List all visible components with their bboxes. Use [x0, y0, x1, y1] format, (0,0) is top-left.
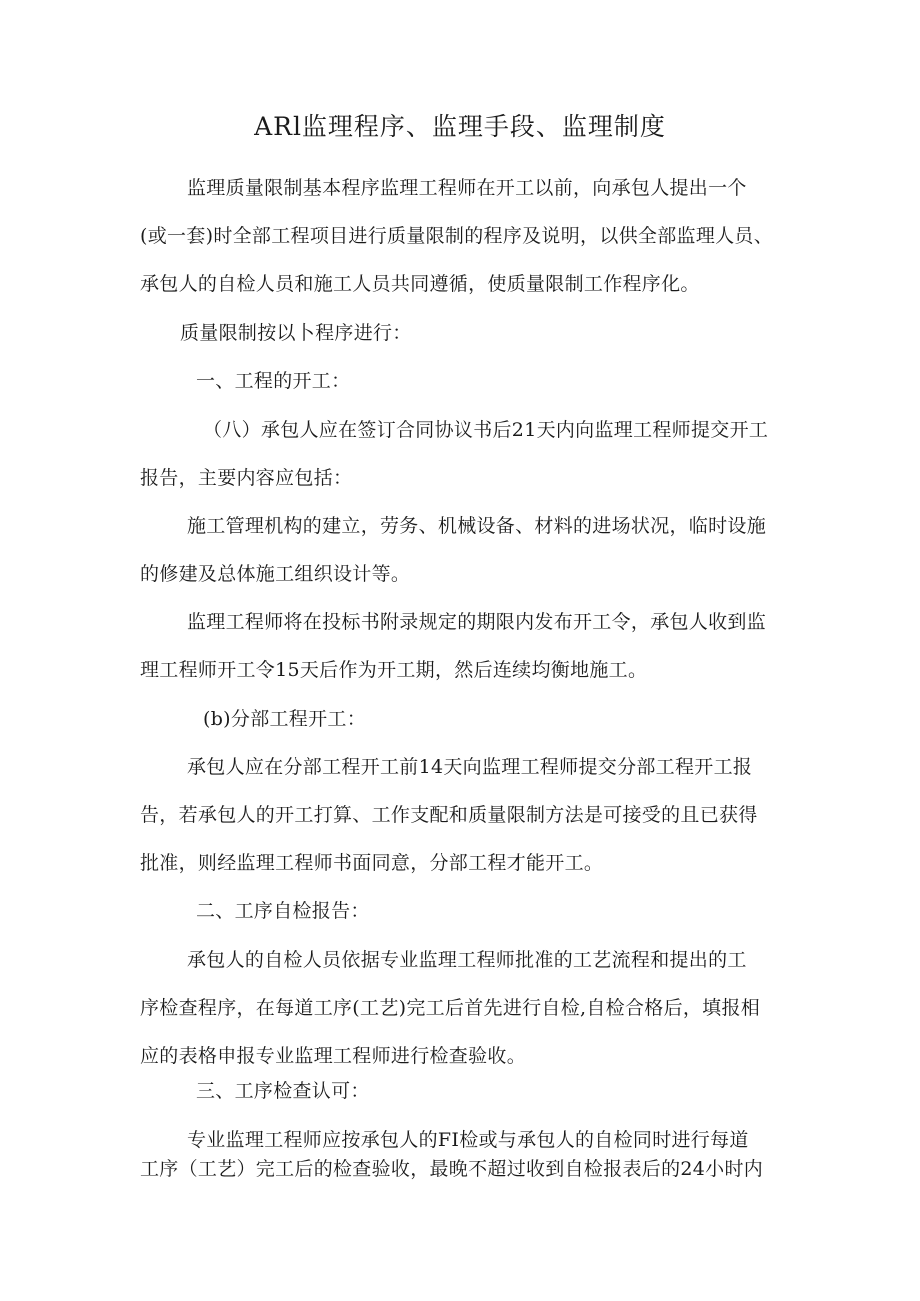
paragraph-line: 质量限制按以卜程序进行： — [180, 322, 412, 344]
paragraph-line: 报告，主要内容应包括： — [140, 467, 353, 489]
paragraph-line: 承包人应在分部工程开工前14天向监理工程师提交分部工程开工报 — [187, 756, 753, 778]
section-heading: 二、工序自检报告： — [196, 900, 370, 922]
paragraph-line: 施工管理机构的建立，劳务、机械设备、材料的进场状况，临时设施 — [187, 515, 767, 537]
paragraph-line: 理工程师开工令15天后作为开工期，然后连续均衡地施工。 — [140, 659, 648, 681]
paragraph-line: 承包人的自检人员依据专业监理工程师批准的工艺流程和提出的工 — [187, 949, 747, 971]
paragraph-line: 专业监理工程师应按承包人的FI检或与承包人的自检同时进行每道 — [187, 1129, 749, 1151]
paragraph-line: 告，若承包人的开工打算、工作支配和质量限制方法是可接受的且已获得 — [140, 804, 758, 826]
section-heading: 一、工程的开工： — [196, 370, 351, 392]
paragraph-line: 批准，则经监理工程师书面同意，分部工程才能开工。 — [140, 852, 604, 874]
paragraph-line: 应的表格申报专业监理工程师进行检查验收。 — [140, 1045, 527, 1067]
paragraph-line: 序检查程序，在每道工序(工艺)完工后首先进行自检,自检合格后，填报相 — [140, 997, 761, 1019]
section-heading: 三、工序检查认可： — [196, 1080, 370, 1102]
paragraph-line: 工序（工艺）完工后的检查验收，最晚不超过收到自检报表后的24小时内 — [140, 1158, 764, 1180]
paragraph-line: (b)分部工程开工： — [203, 708, 366, 730]
paragraph-line: 监理工程师将在投标书附录规定的期限内发布开工令，承包人收到监 — [187, 611, 767, 633]
paragraph-line: （八）承包人应在签订合同协议书后21天内向监理工程师提交开工 — [203, 419, 769, 441]
paragraph-line: 监理质量限制基本程序监理工程师在开工以前，向承包人提出一个 — [187, 177, 747, 199]
paragraph-line: 的修建及总体施工组织设计等。 — [140, 563, 411, 585]
paragraph-line: (或一套)时全部工程项目进行质量限制的程序及说明，以供全部监理人员、 — [140, 225, 774, 247]
document-title: ARl监理程序、监理手段、监理制度 — [254, 112, 666, 141]
paragraph-line: 承包人的自检人员和施工人员共同遵循，使质量限制工作程序化。 — [140, 273, 700, 295]
